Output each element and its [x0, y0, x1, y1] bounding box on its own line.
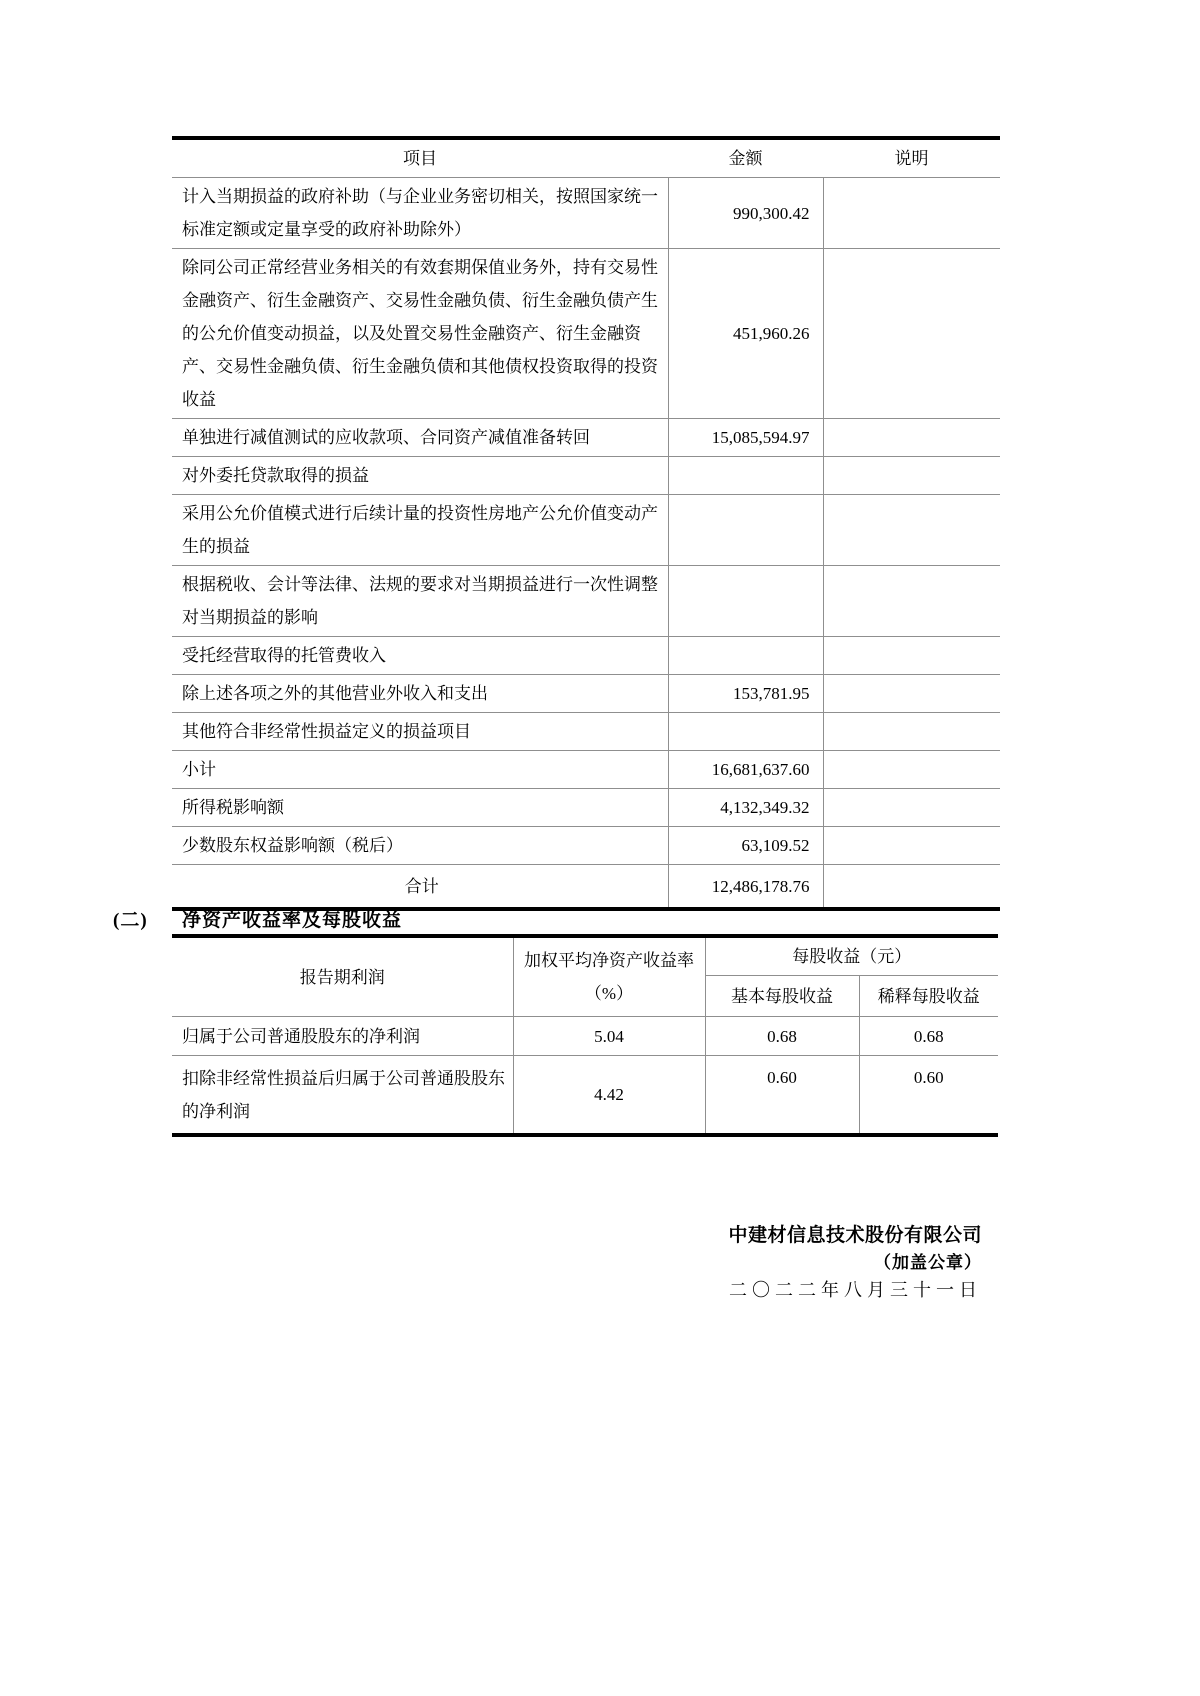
note-cell — [823, 178, 1000, 249]
item-cell: 除上述各项之外的其他营业外收入和支出 — [172, 675, 668, 713]
table-row — [172, 1017, 998, 1056]
amount-cell — [668, 495, 823, 566]
item-cell: 计入当期损益的政府补助（与企业业务密切相关，按照国家统一标准定额或定量享受的政府补助除外） — [172, 178, 668, 249]
roe-header-line1: 加权平均净资产收益率 — [524, 951, 694, 970]
signature-block — [728, 1222, 982, 1304]
table-header-row — [172, 138, 1000, 178]
item-cell: 采用公允价值模式进行后续计量的投资性房地产公允价值变动产生的损益 — [172, 495, 668, 566]
item-cell: 少数股东权益影响额（税后） — [172, 827, 668, 865]
amount-cell: 451,960.26 — [668, 249, 823, 419]
item-cell: 对外委托贷款取得的损益 — [172, 457, 668, 495]
note-cell — [823, 457, 1000, 495]
seal-note: （加盖公章） — [874, 1253, 982, 1272]
table-row — [172, 566, 1000, 637]
item-cell: 除同公司正常经营业务相关的有效套期保值业务外，持有交易性金融资产、衍生金融资产、交易性金融负债、衍生金融负债产生的公允价值变动损益，以及处置交易性金融资产、衍生金融资产、交易性金融负债、衍生金融负债和其他债权投资取得的投资收益 — [172, 249, 668, 419]
roe-cell: 4.42 — [513, 1056, 705, 1136]
note-cell — [823, 751, 1000, 789]
table-row — [172, 713, 1000, 751]
col-header-note: 说明 — [823, 138, 1000, 178]
item-cell: 所得税影响额 — [172, 789, 668, 827]
col-header-weighted-roe — [513, 936, 705, 1017]
item-cell: 受托经营取得的托管费收入 — [172, 637, 668, 675]
non-recurring-items-table — [172, 136, 1000, 911]
basic-eps-cell: 0.68 — [705, 1017, 859, 1056]
note-cell — [823, 675, 1000, 713]
amount-cell: 63,109.52 — [668, 827, 823, 865]
table-row — [172, 1056, 998, 1136]
section-heading — [113, 905, 402, 932]
total-row — [172, 865, 1000, 910]
table-row — [172, 827, 1000, 865]
table-row — [172, 178, 1000, 249]
note-cell — [823, 249, 1000, 419]
section-title: 净资产收益率及每股收益 — [182, 910, 403, 931]
note-cell — [823, 789, 1000, 827]
col-header-basic-eps: 基本每股收益 — [705, 976, 859, 1017]
item-cell: 归属于公司普通股股东的净利润 — [172, 1017, 513, 1056]
table-header-row — [172, 936, 998, 976]
subtotal-row — [172, 751, 1000, 789]
item-cell: 其他符合非经常性损益定义的损益项目 — [172, 713, 668, 751]
amount-cell — [668, 713, 823, 751]
table-row — [172, 789, 1000, 827]
amount-cell: 4,132,349.32 — [668, 789, 823, 827]
note-cell — [823, 637, 1000, 675]
table-row — [172, 675, 1000, 713]
table-row — [172, 495, 1000, 566]
table-row — [172, 457, 1000, 495]
note-cell — [823, 495, 1000, 566]
amount-cell: 153,781.95 — [668, 675, 823, 713]
amount-cell — [668, 457, 823, 495]
section-number: (二) — [113, 910, 148, 931]
roe-cell: 5.04 — [513, 1017, 705, 1056]
amount-cell — [668, 566, 823, 637]
amount-cell: 15,085,594.97 — [668, 419, 823, 457]
note-cell — [823, 865, 1000, 910]
col-header-eps-group: 每股收益（元） — [705, 936, 998, 976]
note-cell — [823, 713, 1000, 751]
col-header-diluted-eps: 稀释每股收益 — [859, 976, 998, 1017]
note-cell — [823, 419, 1000, 457]
table-row — [172, 419, 1000, 457]
item-cell: 单独进行减值测试的应收款项、合同资产减值准备转回 — [172, 419, 668, 457]
roe-header-line2: （%） — [584, 984, 634, 1003]
diluted-eps-cell: 0.60 — [859, 1056, 998, 1136]
col-header-report-period: 报告期利润 — [172, 936, 513, 1017]
item-cell: 小计 — [172, 751, 668, 789]
diluted-eps-cell: 0.68 — [859, 1017, 998, 1056]
note-cell — [823, 827, 1000, 865]
table-row — [172, 637, 1000, 675]
col-header-amount: 金额 — [668, 138, 823, 178]
signature-date: 二〇二二年八月三十一日 — [729, 1280, 982, 1300]
company-name: 中建材信息技术股份有限公司 — [728, 1225, 982, 1246]
item-cell: 合计 — [404, 876, 439, 896]
amount-cell: 12,486,178.76 — [668, 865, 823, 910]
item-cell: 扣除非经常性损益后归属于公司普通股股东的净利润 — [182, 1068, 505, 1121]
item-cell: 根据税收、会计等法律、法规的要求对当期损益进行一次性调整对当期损益的影响 — [172, 566, 668, 637]
col-header-item: 项目 — [172, 138, 668, 178]
basic-eps-cell: 0.60 — [705, 1056, 859, 1136]
note-cell — [823, 566, 1000, 637]
table-row — [172, 249, 1000, 419]
amount-cell — [668, 637, 823, 675]
roe-eps-table — [172, 934, 998, 1137]
amount-cell: 990,300.42 — [668, 178, 823, 249]
amount-cell: 16,681,637.60 — [668, 751, 823, 789]
